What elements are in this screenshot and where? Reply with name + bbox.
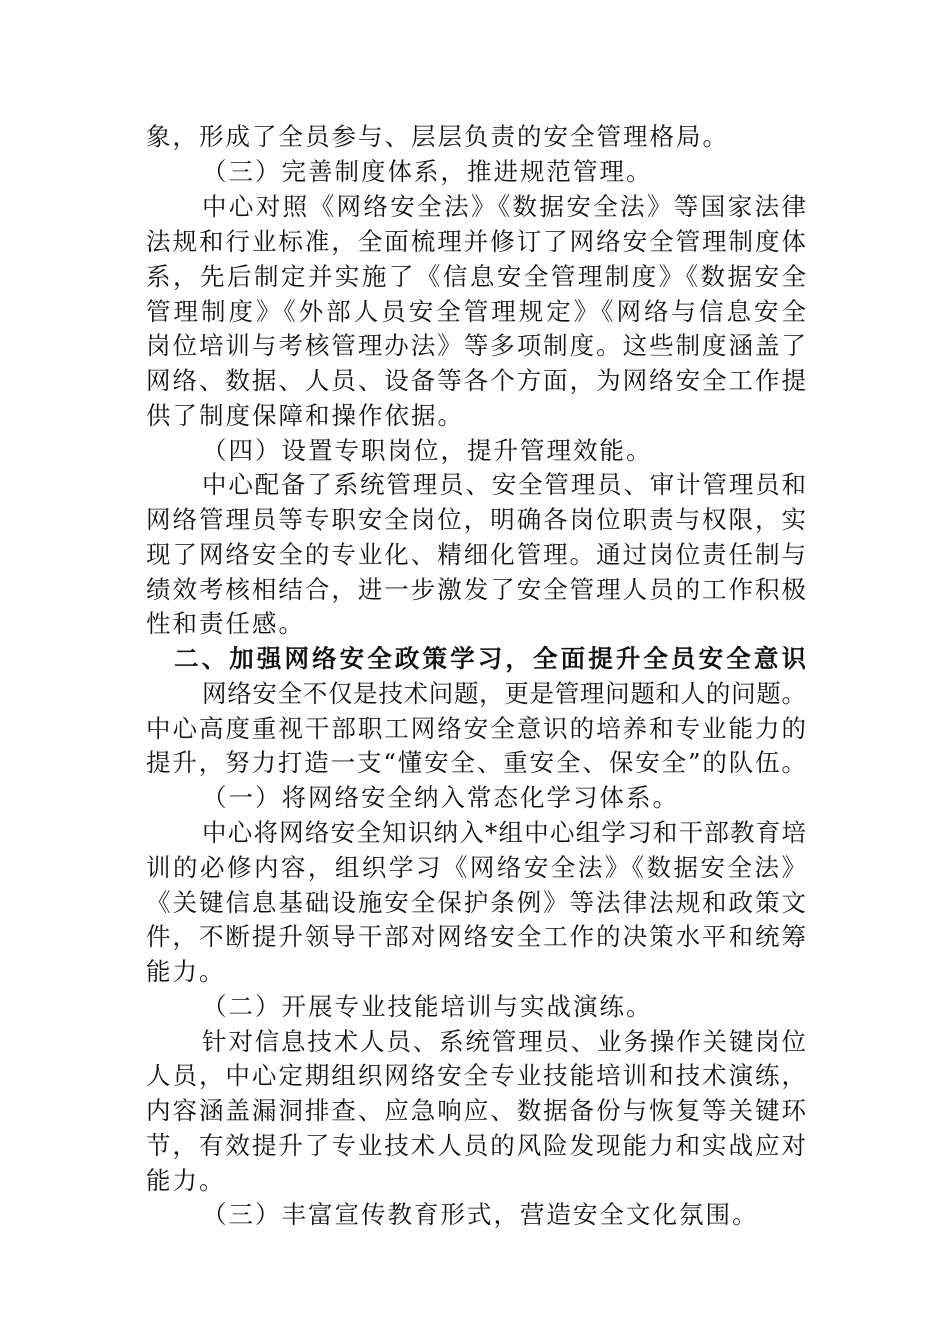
- body-text-line: 训的必修内容，组织学习《网络安全法》《数据安全法》: [146, 853, 806, 882]
- subsection-heading: （三）完善制度体系，推进规范管理。: [202, 157, 653, 186]
- section-heading: 二、加强网络安全政策学习，全面提升全员安全意识: [174, 644, 806, 673]
- body-text-line: 中心将网络安全知识纳入*组中心组学习和干部教育培: [202, 818, 806, 847]
- body-text-line: 性和责任感。: [146, 609, 305, 638]
- body-text-line: 件，不断提升领导干部对网络安全工作的决策水平和统筹: [146, 922, 806, 951]
- body-text-line: 能力。: [146, 1166, 226, 1195]
- body-text-line: 中心高度重视干部职工网络安全意识的培养和专业能力的: [146, 714, 806, 743]
- body-text-line: 针对信息技术人员、系统管理员、业务操作关键岗位: [202, 1027, 806, 1056]
- subsection-heading: （四）设置专职岗位，提升管理效能。: [202, 436, 653, 465]
- body-text-line: 中心配备了系统管理员、安全管理员、审计管理员和: [202, 470, 806, 499]
- body-text-line: 能力。: [146, 957, 226, 986]
- body-text-line: 提升，努力打造一支“懂安全、重安全、保安全”的队伍。: [146, 748, 806, 777]
- body-text-line: 系，先后制定并实施了《信息安全管理制度》《数据安全: [146, 262, 806, 291]
- body-text-line: 岗位培训与考核管理办法》等多项制度。这些制度涵盖了: [146, 331, 806, 360]
- body-text-line: 现了网络安全的专业化、精细化管理。通过岗位责任制与: [146, 540, 806, 569]
- body-text-line: 管理制度》《外部人员安全管理规定》《网络与信息安全: [146, 297, 806, 326]
- body-text-line: 节，有效提升了专业技术人员的风险发现能力和实战应对: [146, 1131, 806, 1160]
- body-text-line: 象，形成了全员参与、层层负责的安全管理格局。: [146, 122, 729, 151]
- body-text-line: 网络管理员等专职安全岗位，明确各岗位职责与权限，实: [146, 505, 806, 534]
- body-text-line: 绩效考核相结合，进一步激发了安全管理人员的工作积极: [146, 575, 806, 604]
- body-text-line: 《关键信息基础设施安全保护条例》等法律法规和政策文: [146, 888, 806, 917]
- body-text-line: 网络安全不仅是技术问题，更是管理问题和人的问题。: [202, 679, 806, 708]
- subsection-heading: （二）开展专业技能培训与实战演练。: [202, 992, 653, 1021]
- body-text-line: 供了制度保障和操作依据。: [146, 401, 464, 430]
- body-text-line: 人员，中心定期组织网络安全专业技能培训和技术演练，: [146, 1061, 806, 1090]
- body-text-line: 内容涵盖漏洞排查、应急响应、数据备份与恢复等关键环: [146, 1096, 806, 1125]
- body-text-line: 网络、数据、人员、设备等各个方面，为网络安全工作提: [146, 366, 806, 395]
- body-text-line: 中心对照《网络安全法》《数据安全法》等国家法律: [202, 192, 806, 221]
- subsection-heading: （一）将网络安全纳入常态化学习体系。: [202, 783, 679, 812]
- subsection-heading: （三）丰富宣传教育形式，营造安全文化氛围。: [202, 1200, 759, 1229]
- body-text-line: 法规和行业标准，全面梳理并修订了网络安全管理制度体: [146, 227, 806, 256]
